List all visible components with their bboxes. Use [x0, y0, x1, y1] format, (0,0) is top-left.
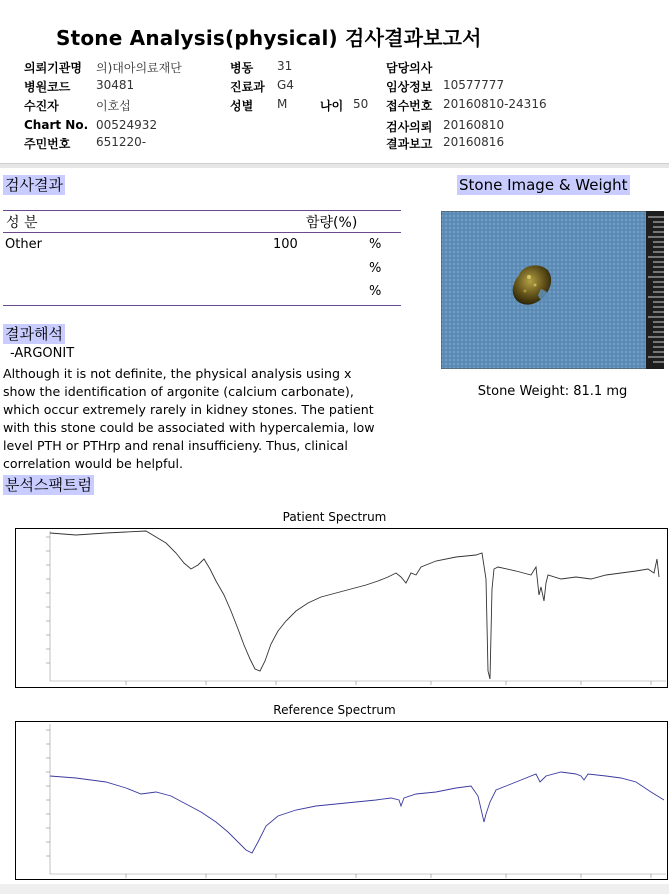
stone-weight: Stone Weight: 81.1 mg: [477, 384, 628, 399]
clinical-info-label: 임상정보: [386, 80, 433, 94]
receipt-no-label: 접수번호: [386, 99, 433, 113]
result-date-value: 20160816: [443, 135, 505, 149]
report-title: Stone Analysis(physical) 검사결과보고서: [56, 26, 482, 50]
results-section-title: 검사결과: [5, 176, 63, 194]
content-column-header: 함량(%): [306, 215, 358, 231]
interpretation-heading: -ARGONIT: [10, 346, 75, 361]
row-1-content: 100: [273, 237, 298, 252]
reference-spectrum-title: Reference Spectrum: [273, 703, 396, 717]
patient-value: 이호섭: [96, 99, 131, 113]
resident-no-label: 주민번호: [24, 137, 71, 151]
interpretation-section-title: 결과해석: [5, 325, 63, 343]
clinical-info-value: 10577777: [443, 78, 505, 92]
table-header-rule: [3, 232, 401, 233]
resident-no-value: 651220-: [96, 135, 147, 149]
table-bottom-rule: [3, 305, 401, 306]
sex-label: 성별: [230, 99, 254, 113]
request-date-label: 검사의뢰: [386, 120, 433, 134]
component-column-header: 성 분: [6, 215, 38, 231]
age-label: 나이: [320, 99, 344, 113]
chart-no-label: Chart No.: [24, 118, 89, 132]
ward-label: 병동: [230, 61, 254, 75]
table-top-rule: [3, 210, 401, 211]
stone-section-title: Stone Image & Weight: [459, 176, 628, 194]
dept-value: G4: [277, 78, 294, 92]
patient-spectrum-chart: [15, 528, 668, 688]
age-value: 50: [353, 97, 369, 111]
interpretation-line-5: level PTH or PTHrp and renal insufficieny. Thus, clinical: [3, 438, 348, 453]
interpretation-line-2: show the identification of argonite (calcium carbonate),: [3, 384, 354, 399]
interpretation-line-1: Although it is not definite, the physical analysis using x: [3, 366, 352, 381]
footer-divider: [0, 884, 669, 894]
doctor-label: 담당의사: [386, 61, 433, 75]
row-2-unit: %: [369, 261, 382, 276]
institution-label: 의뢰기관명: [24, 61, 82, 75]
dept-label: 진료과: [230, 80, 265, 94]
result-date-label: 결과보고: [386, 137, 433, 151]
interpretation-line-3: which occur extremely rarely in kidney stones. The patient: [3, 402, 374, 417]
header-divider: [0, 163, 669, 168]
stone-image: [441, 211, 664, 369]
hospital-code-label: 병원코드: [24, 80, 71, 94]
chart-no-value: 00524932: [96, 118, 158, 132]
patient-spectrum-title: Patient Spectrum: [282, 510, 387, 524]
sex-value: M: [277, 97, 288, 111]
receipt-no-value: 20160810-24316: [443, 97, 547, 111]
spectrum-section-title: 분석스팩트럼: [5, 476, 92, 494]
row-3-unit: %: [369, 284, 382, 299]
patient-label: 수진자: [24, 99, 59, 113]
row-1-unit: %: [369, 237, 382, 252]
request-date-value: 20160810: [443, 118, 505, 132]
institution-value: 의)대아의료재단: [96, 61, 182, 75]
ward-value: 31: [277, 59, 293, 73]
hospital-code-value: 30481: [96, 78, 135, 92]
reference-spectrum-chart: [15, 721, 668, 880]
interpretation-line-6: correlation would be helpful.: [3, 456, 183, 471]
row-1-component: Other: [5, 237, 42, 252]
interpretation-line-4: with this stone could be associated with hypercalemia, low: [3, 420, 375, 435]
